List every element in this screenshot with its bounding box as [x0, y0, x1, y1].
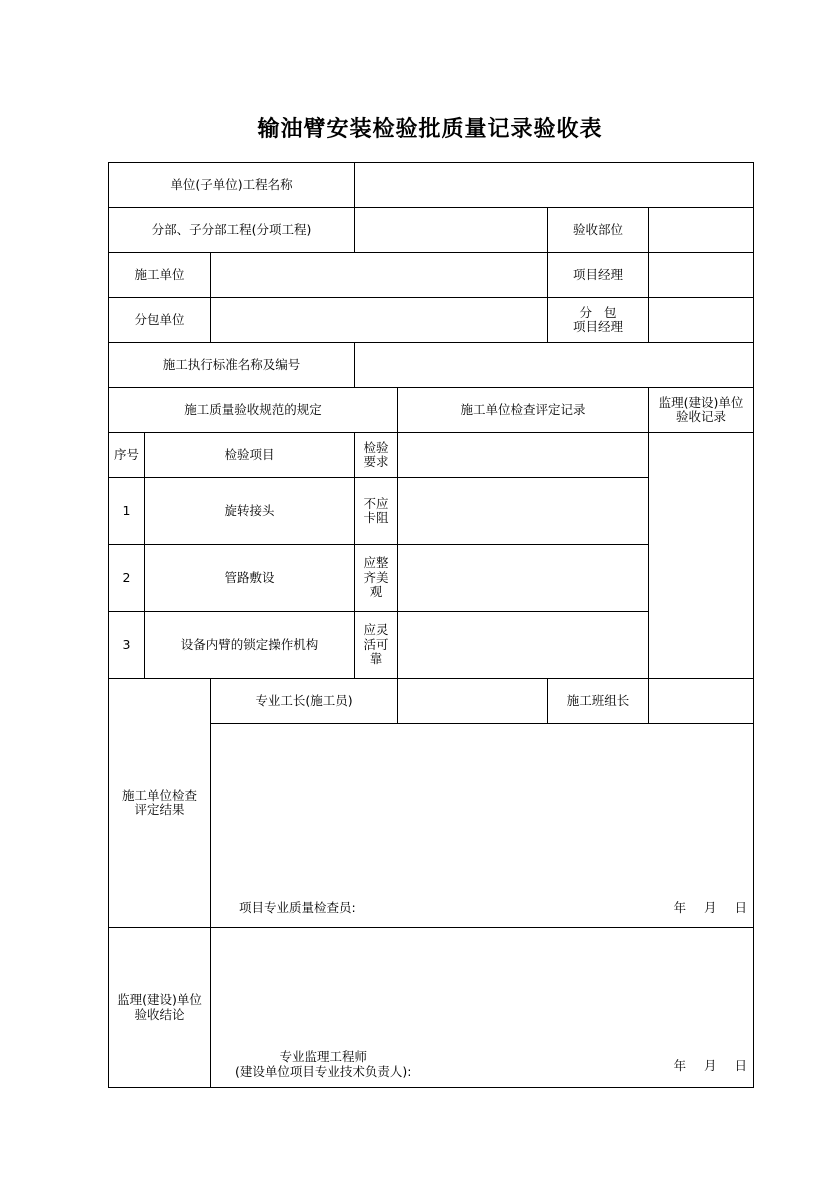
conclusion-label [109, 928, 211, 1088]
subcontract-unit-label: 分包单位 [109, 298, 211, 343]
row-no: 1 [109, 478, 145, 545]
sub-project-label: 分部、子分部工程(分项工程) [109, 208, 355, 253]
subcontract-pm-label-line2: 项目经理 [573, 319, 624, 334]
subcontract-pm-value[interactable] [649, 298, 754, 343]
supervision-header-line1: 监理(建设)单位 [658, 394, 744, 410]
no-header: 序号 [109, 433, 145, 478]
construction-unit-value[interactable] [211, 253, 548, 298]
supervision-record-cell[interactable] [649, 433, 754, 679]
sub-project-value[interactable] [355, 208, 548, 253]
result-sign-area[interactable] [211, 724, 754, 928]
check-record-header: 施工单位检查评定记录 [398, 388, 649, 433]
supervision-header [649, 388, 754, 433]
construction-unit-label: 施工单位 [109, 253, 211, 298]
subcontract-pm-label-line1: 分 包 [579, 304, 617, 320]
conclusion-label-line2: 验收结论 [134, 1006, 185, 1022]
conclusion-label-line1: 监理(建设)单位 [117, 992, 202, 1008]
subcontract-unit-value[interactable] [211, 298, 548, 343]
unit-project-label: 单位(子单位)工程名称 [109, 163, 355, 208]
team-leader-value[interactable] [649, 679, 754, 724]
row-no: 2 [109, 545, 145, 612]
result-label-line2: 评定结果 [134, 802, 185, 817]
supervision-header-line2: 验收记录 [676, 409, 727, 424]
row-item: 旋转接头 [145, 478, 355, 545]
row-item: 设备内臂的锁定操作机构 [145, 612, 355, 679]
conclusion-sign-area[interactable] [211, 928, 754, 1088]
standard-value[interactable] [355, 343, 754, 388]
unit-project-value[interactable] [355, 163, 754, 208]
result-label [109, 679, 211, 928]
row-item: 管路敷设 [145, 545, 355, 612]
subcontract-pm-label [548, 298, 649, 343]
project-manager-label: 项目经理 [548, 253, 649, 298]
foreman-label: 专业工长(施工员) [211, 679, 398, 724]
result-date: 年 月 日 [673, 899, 748, 915]
standard-label: 施工执行标准名称及编号 [109, 343, 355, 388]
check-record-cell[interactable] [398, 433, 649, 478]
row-requirement: 应灵活可靠 [355, 612, 398, 679]
requirement-header: 检验要求 [355, 433, 398, 478]
inspector-label: 项目专业质量检查员: [239, 899, 356, 915]
row-check-record[interactable] [398, 478, 649, 545]
result-label-line1: 施工单位检查 [121, 787, 197, 803]
foreman-value[interactable] [398, 679, 548, 724]
engineer-label-line1: 专业监理工程师 [279, 1049, 367, 1065]
spec-header: 施工质量验收规范的规定 [109, 388, 398, 433]
conclusion-date: 年 月 日 [673, 1057, 748, 1073]
team-leader-label: 施工班组长 [548, 679, 649, 724]
inspection-form-table [108, 162, 754, 1088]
item-header: 检验项目 [145, 433, 355, 478]
project-manager-value[interactable] [649, 253, 754, 298]
row-requirement: 不应卡阻 [355, 478, 398, 545]
acceptance-part-value[interactable] [649, 208, 754, 253]
row-check-record[interactable] [398, 612, 649, 679]
row-check-record[interactable] [398, 545, 649, 612]
page-title: 输油臂安装检验批质量记录验收表 [257, 116, 603, 142]
acceptance-part-label: 验收部位 [548, 208, 649, 253]
engineer-label [235, 1050, 411, 1079]
row-no: 3 [109, 612, 145, 679]
row-requirement: 应整齐美观 [355, 545, 398, 612]
engineer-label-line2: (建设单位项目专业技术负责人): [235, 1063, 412, 1079]
